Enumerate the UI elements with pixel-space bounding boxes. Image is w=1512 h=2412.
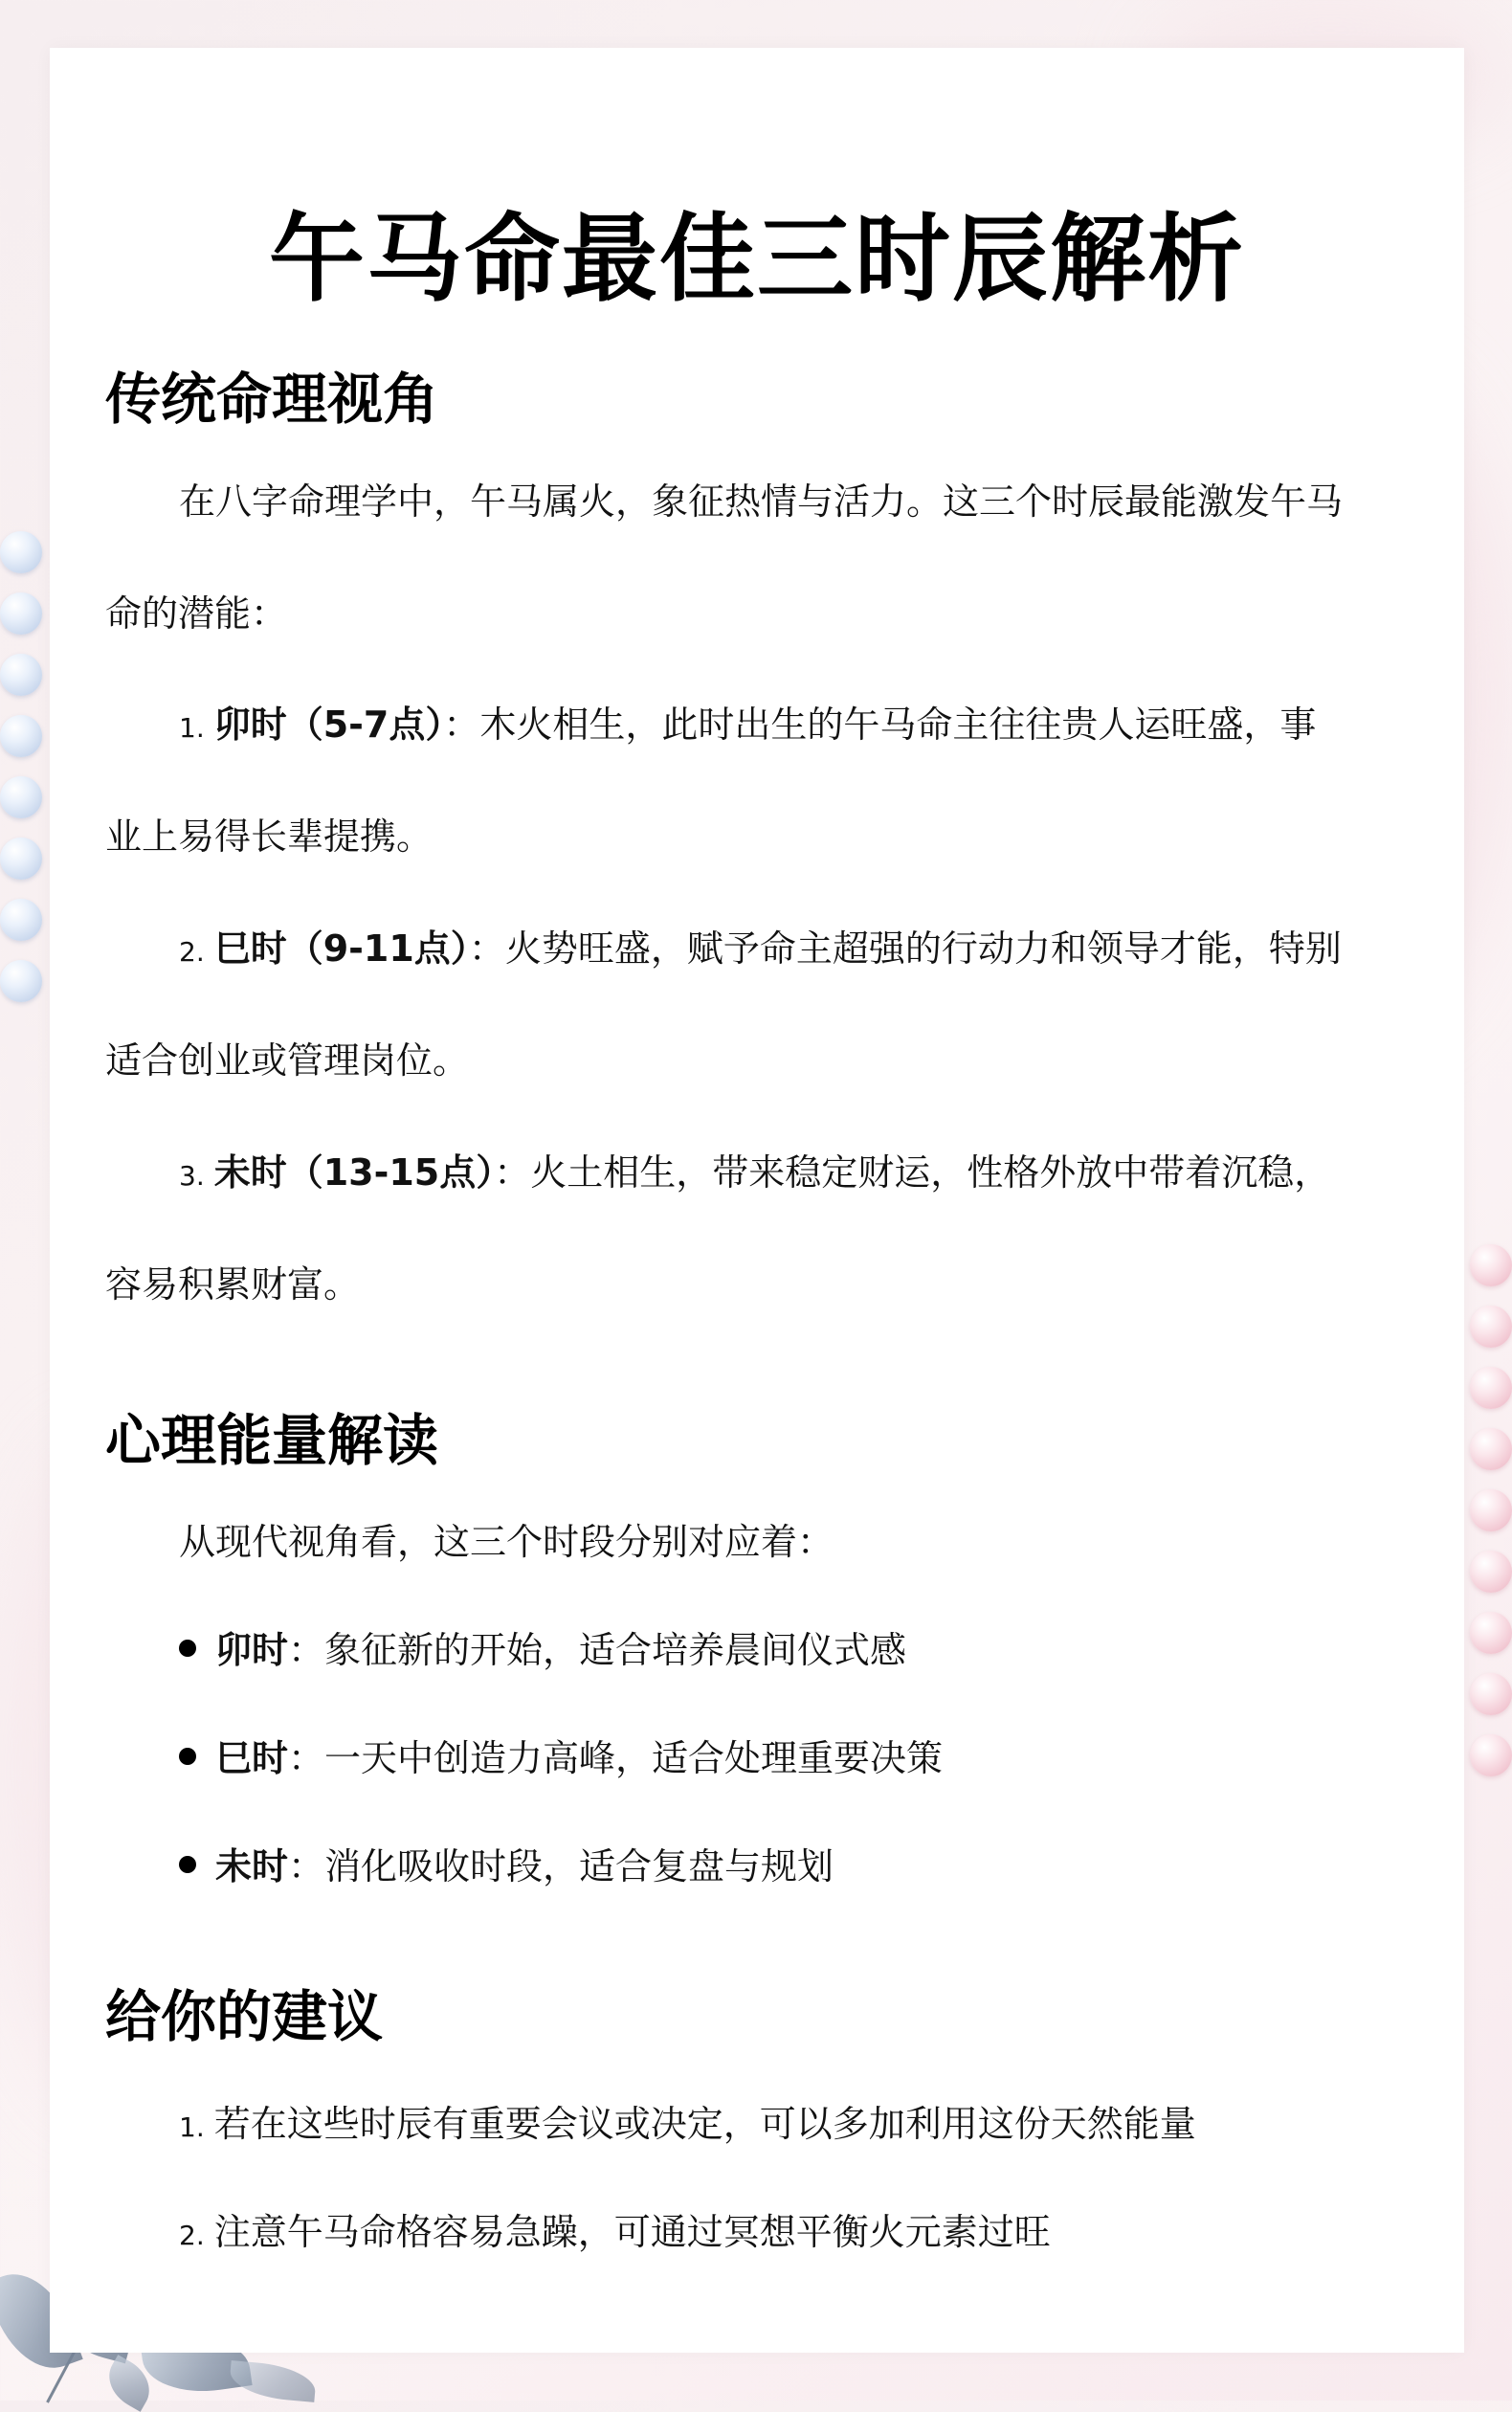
list-item-maoshi [179, 695, 1316, 748]
list-item-sishi [179, 919, 1342, 972]
list-item-text: 木火相生，此时出生的午马命主往往贵人运旺盛，事 [479, 704, 1317, 746]
advice-item [179, 2202, 1051, 2255]
section-heading-traditional: 传统命理视角 [105, 367, 439, 432]
bead [1470, 1244, 1512, 1286]
list-number: 3. [179, 1160, 205, 1192]
section-heading-advice: 给你的建议 [105, 1984, 384, 2049]
article-card [50, 48, 1464, 2353]
bullet-icon [179, 1640, 196, 1657]
section-heading-psychology: 心理能量解读 [105, 1408, 439, 1473]
separator: ： [288, 1629, 325, 1671]
bullet-icon [179, 1856, 196, 1873]
list-item-text: 火土相生，带来稳定财运，性格外放中带着沉稳， [530, 1151, 1331, 1194]
list-item-weishi [179, 1143, 1330, 1195]
bead [1470, 1489, 1512, 1531]
bead [0, 838, 42, 880]
bullet-label: 卯时 [215, 1629, 289, 1671]
bullet-item-sishi [179, 1729, 943, 1781]
bead [0, 715, 42, 757]
separator: ： [494, 1151, 531, 1194]
list-item-continued: 业上易得长辈提携。 [105, 815, 434, 858]
bead [0, 899, 42, 941]
list-item-continued: 容易积累财富。 [105, 1263, 361, 1306]
leaf-icon [229, 2360, 318, 2402]
bead [1470, 1306, 1512, 1348]
bead [0, 776, 42, 818]
bead [0, 960, 42, 1002]
bullet-item-weishi [179, 1837, 834, 1889]
advice-text: 注意午马命格容易急躁，可通过冥想平衡火元素过旺 [213, 2211, 1051, 2253]
list-item-label: 卯时（5-7点） [213, 704, 444, 746]
separator: ： [443, 704, 480, 746]
bead [1470, 1612, 1512, 1654]
page-title: 午马命最佳三时辰解析 [269, 203, 1245, 315]
separator: ： [288, 1845, 325, 1887]
bullet-text: 消化吸收时段，适合复盘与规划 [324, 1845, 834, 1887]
advice-item [179, 2094, 1196, 2147]
blue-bead-strand [0, 531, 42, 1002]
bullet-label: 未时 [215, 1845, 289, 1887]
list-item-label: 未时（13-15点） [213, 1151, 495, 1194]
bead [1470, 1428, 1512, 1470]
bullet-text: 一天中创造力高峰，适合处理重要决策 [324, 1737, 944, 1779]
bead [1470, 1734, 1512, 1776]
bead [0, 592, 42, 635]
section-intro-continued: 命的潜能： [105, 592, 288, 635]
list-number: 1. [179, 2111, 205, 2143]
section-intro: 从现代视角看，这三个时段分别对应着： [179, 1521, 834, 1563]
pink-bead-strand [1470, 1244, 1512, 1776]
list-number: 2. [179, 936, 205, 968]
list-item-text: 火势旺盛，赋予命主超强的行动力和领导才能，特别 [504, 927, 1342, 970]
bullet-icon [179, 1748, 196, 1765]
list-number: 1. [179, 712, 205, 744]
bead [1470, 1551, 1512, 1593]
list-item-continued: 适合创业或管理岗位。 [105, 1039, 470, 1082]
advice-text: 若在这些时辰有重要会议或决定，可以多加利用这份天然能量 [213, 2103, 1196, 2145]
bead [1470, 1367, 1512, 1409]
bullet-text: 象征新的开始，适合培养晨间仪式感 [324, 1629, 907, 1671]
list-number: 2. [179, 2220, 205, 2251]
bead [1470, 1673, 1512, 1715]
bullet-item-maoshi [179, 1620, 906, 1673]
separator: ： [468, 927, 505, 970]
bullet-label: 巳时 [215, 1737, 289, 1779]
bead [0, 531, 42, 573]
section-intro: 在八字命理学中，午马属火，象征热情与活力。这三个时辰最能激发午马 [179, 480, 1344, 523]
bead [0, 654, 42, 696]
list-item-label: 巳时（9-11点） [213, 927, 469, 970]
separator: ： [288, 1737, 325, 1779]
